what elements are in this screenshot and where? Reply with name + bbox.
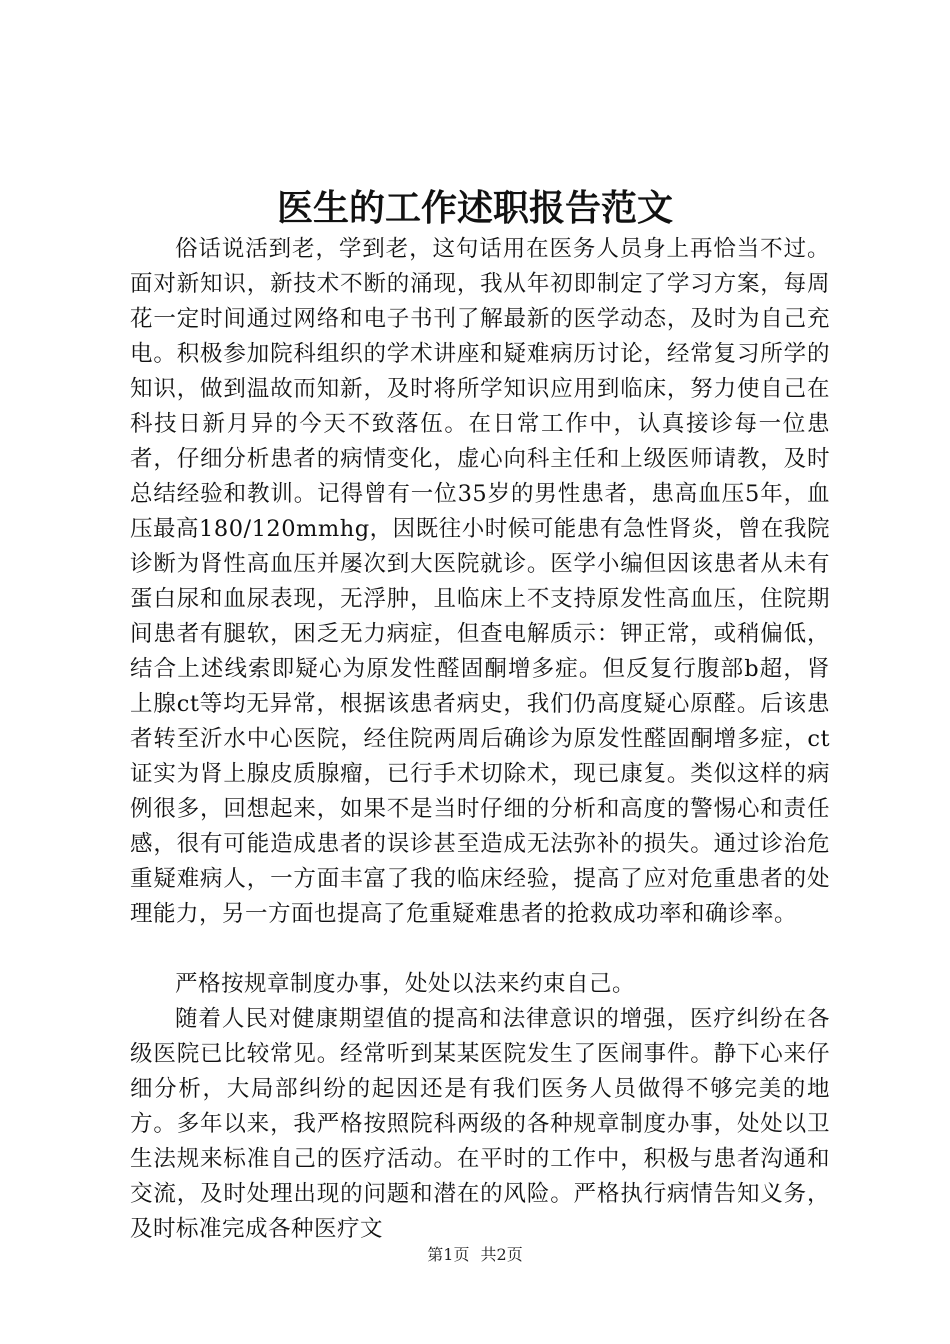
document-body <box>130 232 830 1247</box>
paragraph-continuing-education: 俗话说活到老，学到老，这句话用在医务人员身上再恰当不过。面对新知识，新技术不断的涌现，我从年初即制定了学习方案，每周花一定时间通过网络和电子书刊了解最新的医学动态，及时为自己充电。积极参加院科组织的学术讲座和疑难病历讨论，经常复习所学的知识，做到温故而知新，及时将所学知识应用到临床，努力使自己在科技日新月异的今天不致落伍。在日常工作中，认真接诊每一位患者，仔细分析患者的病情变化，虚心向科主任和上级医师请教，及时总结经验和教训。记得曾有一位35岁的男性患者，患高血压5年，血压最高180/120mmhg，因既往小时候可能患有急性肾炎，曾在我院诊断为肾性高血压并屡次到大医院就诊。医学小编但因该患者从未有蛋白尿和血尿表现，无浮肿，且临床上不支持原发性高血压，住院期间患者有腿软，困乏无力病症，但查电解质示：钾正常，或稍偏低，结合上述线索即疑心为原发性醛固酮增多症。但反复行腹部b超，肾上腺ct等均无异常，根据该患者病史，我们仍高度疑心原醛。后该患者转至沂水中心医院，经住院两周后确诊为原发性醛固酮增多症，ct证实为肾上腺皮质腺瘤，已行手术切除术，现已康复。类似这样的病例很多，回想起来，如果不是当时仔细的分析和高度的警惕心和责任感，很有可能造成患者的误诊甚至造成无法弥补的损失。通过诊治危重疑难病人，一方面丰富了我的临床经验，提高了应对危重患者的处理能力，另一方面也提高了危重疑难患者的抢救成功率和确诊率。 <box>130 236 830 927</box>
paragraph-medical-disputes: 随着人民对健康期望值的提高和法律意识的增强，医疗纠纷在各级医院已比较常见。经常听到某某医院发生了医闹事件。静下心来仔细分析，大局部纠纷的起因还是有我们医务人员做得不够完美的地方。多年以来，我严格按照院科两级的各种规章制度办事，处处以卫生法规来标准自己的医疗活动。在平时的工作中，积极与患者沟通和交流，及时处理出现的问题和潜在的风险。严格执行病情告知义务，及时标准完成各种医疗文 <box>130 1006 830 1242</box>
paragraph-rules-heading: 严格按规章制度办事，处处以法来约束自己。 <box>175 971 636 997</box>
page-number: 第1页 <box>427 1245 470 1264</box>
document-title: 医生的工作述职报告范文 <box>276 187 673 229</box>
page-total: 共2页 <box>480 1245 523 1264</box>
page-footer <box>0 1244 950 1266</box>
